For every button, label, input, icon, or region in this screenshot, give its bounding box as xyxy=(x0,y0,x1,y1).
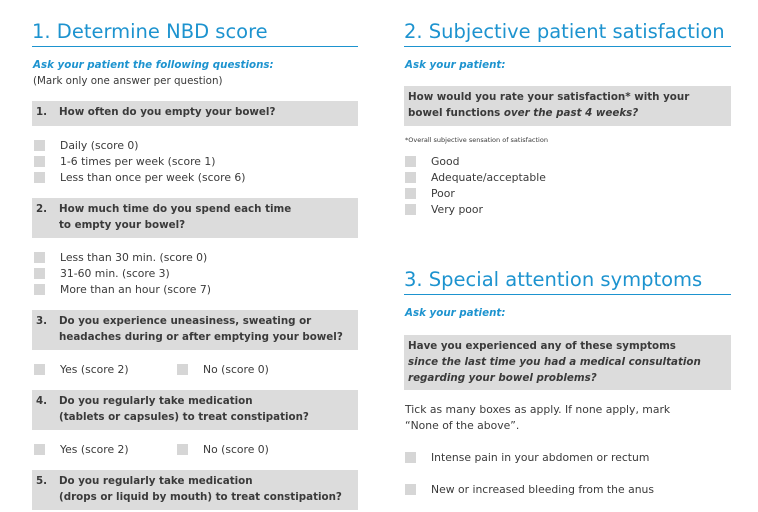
q2-option-1[interactable] xyxy=(34,251,207,264)
checkbox[interactable] xyxy=(34,364,45,375)
question-number: 5. xyxy=(36,475,48,487)
question-text-line-2 xyxy=(408,105,725,121)
symptoms-instruction-line-1: Tick as many boxes as apply. If none apply, mark xyxy=(405,403,671,416)
satisfaction-question xyxy=(404,86,731,126)
option-label: More than an hour (score 7) xyxy=(60,283,211,296)
checkbox[interactable] xyxy=(405,172,416,183)
question-number: 4. xyxy=(36,395,48,407)
question-text: How often do you empty your bowel? xyxy=(59,106,276,118)
q2-option-3[interactable] xyxy=(34,283,211,296)
satisfaction-option-adequate[interactable] xyxy=(405,171,546,184)
question-number: 1. xyxy=(36,106,48,118)
checkbox[interactable] xyxy=(34,172,45,183)
checkbox[interactable] xyxy=(177,444,188,455)
satisfaction-option-poor[interactable] xyxy=(405,187,455,200)
question-text-emphasis: since the last time you had a medical consultation xyxy=(408,356,701,368)
checkbox[interactable] xyxy=(405,204,416,215)
q4-option-yes[interactable] xyxy=(34,443,129,456)
satisfaction-footnote: *Overall subjective sensation of satisfaction xyxy=(405,136,548,144)
q1-option-1[interactable] xyxy=(34,139,139,152)
checkbox[interactable] xyxy=(34,156,45,167)
question-text-line-1: Do you experience uneasiness, sweating or xyxy=(59,315,312,327)
option-label: Daily (score 0) xyxy=(60,139,139,152)
option-label: Good xyxy=(431,155,460,168)
option-label: Intense pain in your abdomen or rectum xyxy=(431,451,650,464)
question-text-line-1: Do you regularly take medication xyxy=(59,395,253,407)
q4-option-no[interactable] xyxy=(177,443,269,456)
section-1-instruction: Ask your patient the following questions: xyxy=(33,59,274,71)
question-text-part: bowel functions xyxy=(408,107,504,119)
question-text-line-3 xyxy=(408,370,725,386)
section-2-title: 2. Subjective patient satisfaction xyxy=(404,20,731,47)
symptom-option-bleeding[interactable] xyxy=(405,483,654,496)
question-number: 2. xyxy=(36,203,48,215)
question-5 xyxy=(32,470,358,510)
question-text-emphasis: regarding your bowel problems? xyxy=(408,372,597,384)
option-label: Less than once per week (score 6) xyxy=(60,171,246,184)
option-label: No (score 0) xyxy=(203,363,269,376)
question-4 xyxy=(32,390,358,430)
question-text-line-2: headaches during or after emptying your bowel? xyxy=(59,331,343,343)
question-text-emphasis: over the past 4 weeks? xyxy=(503,107,639,119)
checkbox[interactable] xyxy=(34,444,45,455)
satisfaction-option-very-poor[interactable] xyxy=(405,203,483,216)
option-label: 1-6 times per week (score 1) xyxy=(60,155,216,168)
checkbox[interactable] xyxy=(405,188,416,199)
q3-option-no[interactable] xyxy=(177,363,269,376)
section-1-note: (Mark only one answer per question) xyxy=(33,75,223,87)
question-3 xyxy=(32,310,358,350)
q2-option-2[interactable] xyxy=(34,267,170,280)
option-label: New or increased bleeding from the anus xyxy=(431,483,655,496)
question-text-line-1: How would you rate your satisfaction* with your xyxy=(408,91,690,103)
checkbox[interactable] xyxy=(405,484,416,495)
section-3-instruction: Ask your patient: xyxy=(405,307,506,319)
q1-option-3[interactable] xyxy=(34,171,245,184)
option-label: Yes (score 2) xyxy=(60,443,129,456)
question-text-line-2 xyxy=(408,354,725,370)
option-label: Poor xyxy=(431,187,455,200)
option-label: Less than 30 min. (score 0) xyxy=(60,251,208,264)
question-text-line-2: (drops or liquid by mouth) to treat constipation? xyxy=(59,491,342,503)
section-3-title: 3. Special attention symptoms xyxy=(404,268,731,295)
section-1-title: 1. Determine NBD score xyxy=(32,20,358,47)
section-2-instruction: Ask your patient: xyxy=(405,59,506,71)
question-1 xyxy=(32,101,358,126)
symptoms-instruction-line-2: “None of the above”. xyxy=(405,419,520,432)
option-label: No (score 0) xyxy=(203,443,269,456)
checkbox[interactable] xyxy=(34,284,45,295)
checkbox[interactable] xyxy=(34,268,45,279)
option-label: 31-60 min. (score 3) xyxy=(60,267,170,280)
checkbox[interactable] xyxy=(177,364,188,375)
checkbox[interactable] xyxy=(34,140,45,151)
satisfaction-option-good[interactable] xyxy=(405,155,459,168)
symptoms-question xyxy=(404,335,731,390)
question-2 xyxy=(32,198,358,238)
question-text-line-1: How much time do you spend each time xyxy=(59,203,292,215)
symptom-option-pain[interactable] xyxy=(405,451,649,464)
question-text-line-1: Do you regularly take medication xyxy=(59,475,253,487)
question-number: 3. xyxy=(36,315,48,327)
q3-option-yes[interactable] xyxy=(34,363,129,376)
question-text-line-1: Have you experienced any of these symptoms xyxy=(408,340,676,352)
checkbox[interactable] xyxy=(34,252,45,263)
option-label: Very poor xyxy=(431,203,483,216)
option-label: Adequate/acceptable xyxy=(431,171,546,184)
checkbox[interactable] xyxy=(405,452,416,463)
option-label: Yes (score 2) xyxy=(60,363,129,376)
checkbox[interactable] xyxy=(405,156,416,167)
q1-option-2[interactable] xyxy=(34,155,215,168)
question-text-line-2: (tablets or capsules) to treat constipation? xyxy=(59,411,309,423)
question-text-line-2: to empty your bowel? xyxy=(59,219,186,231)
